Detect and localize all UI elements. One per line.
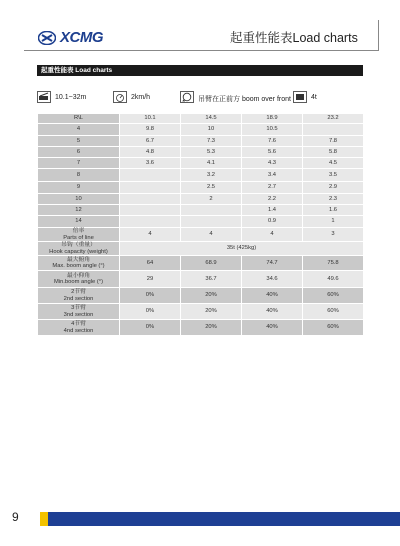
- extension-cell: 0%: [120, 320, 181, 336]
- hook-capacity-label-cn: 吊钩（重量）: [61, 242, 96, 248]
- hook-capacity-row: [38, 242, 364, 256]
- angle-cell: 34.6: [242, 271, 303, 288]
- load-cell: 5.3: [181, 147, 242, 158]
- table-row: [38, 124, 364, 136]
- load-cell: 10: [181, 124, 242, 136]
- header-cell: 10.1: [120, 114, 181, 124]
- header-cell: 14.5: [181, 114, 242, 124]
- header-divider: [24, 50, 378, 51]
- speed-text: 2km/h: [131, 94, 151, 101]
- load-cell: 5.6: [242, 147, 303, 158]
- load-cell: [181, 216, 242, 228]
- load-cell: 2: [181, 194, 242, 205]
- section-2-label-en: 2nd section: [63, 295, 94, 302]
- radius-cell: 8: [38, 169, 120, 182]
- min-angle-label-en: Min.boom angle (°): [53, 279, 104, 285]
- page-header: [0, 0, 400, 52]
- extension-cell: 40%: [242, 320, 303, 336]
- load-cell: 9.8: [120, 124, 181, 136]
- angle-cell: 36.7: [181, 271, 242, 288]
- extension-cell: 20%: [181, 288, 242, 304]
- extension-cell: 60%: [303, 288, 364, 304]
- max-angle-label-cn: 最大俯角: [66, 256, 91, 263]
- load-cell: 2.9: [303, 182, 364, 194]
- load-cell: 5.8: [303, 147, 364, 158]
- header-cell: 23.2: [303, 114, 364, 124]
- spec-row: [37, 88, 363, 108]
- radius-cell: 10: [38, 194, 120, 205]
- max-angle-row: [38, 256, 364, 271]
- load-cell: [120, 216, 181, 228]
- section-4-label-cn: 4节臂: [71, 321, 86, 327]
- min-angle-label: [38, 271, 120, 288]
- extension-cell: 0%: [120, 304, 181, 320]
- counterweight-icon: [293, 91, 307, 103]
- page-title: 起重性能表Load charts: [230, 31, 358, 45]
- page-number: 9: [12, 510, 19, 524]
- load-cell: [120, 205, 181, 216]
- boom-length-text: 10.1~32m: [55, 94, 87, 101]
- load-cell: 1.4: [242, 205, 303, 216]
- table-row: [38, 205, 364, 216]
- section-3-label: [38, 304, 120, 320]
- footer-accent-bar: [40, 512, 48, 526]
- section-2-label: [38, 288, 120, 304]
- extension-cell: 60%: [303, 304, 364, 320]
- parts-of-line-label: [38, 228, 120, 242]
- crane-boom-icon: [37, 91, 51, 103]
- extension-cell: 60%: [303, 320, 364, 336]
- load-cell: 2.7: [242, 182, 303, 194]
- table-row: [38, 158, 364, 169]
- radius-cell: 6: [38, 147, 120, 158]
- brand-logo-text: XCMG: [60, 29, 103, 46]
- section-4-row: [38, 320, 364, 336]
- angle-cell: 49.6: [303, 271, 364, 288]
- load-cell: [120, 182, 181, 194]
- max-angle-label-en: Max. boom angle (°): [52, 263, 105, 269]
- angle-cell: 68.9: [181, 256, 242, 271]
- load-cell: 2.2: [242, 194, 303, 205]
- table-row: [38, 216, 364, 228]
- angle-cell: 29: [120, 271, 181, 288]
- load-cell: [120, 194, 181, 205]
- load-cell: 1.6: [303, 205, 364, 216]
- load-cell: 4.1: [181, 158, 242, 169]
- load-cell: [120, 169, 181, 182]
- radius-cell: 7: [38, 158, 120, 169]
- section-3-label-en: 3nd section: [63, 311, 94, 318]
- section-title-bar: [37, 65, 363, 76]
- load-chart-table: [37, 113, 364, 336]
- header-cell: 18.9: [242, 114, 303, 124]
- table-row: [38, 136, 364, 147]
- load-cell: 10.5: [242, 124, 303, 136]
- parts-of-line-label-cn: 倍率: [72, 228, 85, 234]
- section-3-row: [38, 304, 364, 320]
- hook-capacity-value: 35t (425kg): [120, 242, 364, 256]
- extension-cell: 0%: [120, 288, 181, 304]
- load-cell: 3.4: [242, 169, 303, 182]
- section-4-label-en: 4nd section: [63, 327, 94, 334]
- extension-cell: 40%: [242, 304, 303, 320]
- extension-cell: 20%: [181, 320, 242, 336]
- radius-cell: 9: [38, 182, 120, 194]
- load-cell: 3.5: [303, 169, 364, 182]
- parts-cell: 3: [303, 228, 364, 242]
- max-angle-label: [38, 256, 120, 271]
- parts-cell: 4: [181, 228, 242, 242]
- table-row: [38, 147, 364, 158]
- speed-gauge-icon: [113, 91, 127, 103]
- load-cell: 0.9: [242, 216, 303, 228]
- radius-cell: 4: [38, 124, 120, 136]
- parts-cell: 4: [120, 228, 181, 242]
- load-cell: 4.8: [120, 147, 181, 158]
- min-angle-row: [38, 271, 364, 288]
- load-cell: 4.3: [242, 158, 303, 169]
- table-row: [38, 169, 364, 182]
- radius-cell: 12: [38, 205, 120, 216]
- load-cell: 2.5: [181, 182, 242, 194]
- angle-cell: 75.8: [303, 256, 364, 271]
- section-4-label: [38, 320, 120, 336]
- load-cell: 7.6: [242, 136, 303, 147]
- table-row: [38, 194, 364, 205]
- load-cell: 7.8: [303, 136, 364, 147]
- section-2-label-cn: 2节臂: [71, 289, 86, 295]
- angle-cell: 64: [120, 256, 181, 271]
- parts-of-line-label-en: Parts of line: [63, 234, 94, 241]
- parts-cell: 4: [242, 228, 303, 242]
- load-cell: 1: [303, 216, 364, 228]
- table-row: [38, 182, 364, 194]
- load-cell: 6.7: [120, 136, 181, 147]
- parts-of-line-row: [38, 228, 364, 242]
- load-cell: 3.6: [120, 158, 181, 169]
- hook-capacity-label: [38, 242, 120, 256]
- load-cell: [181, 205, 242, 216]
- counterweight-text: 4t: [311, 94, 317, 101]
- section-3-label-cn: 3节臂: [71, 305, 86, 311]
- hook-capacity-label-en: Hook capacity (weight): [49, 248, 108, 255]
- radius-cell: 14: [38, 216, 120, 228]
- load-cell: [303, 124, 364, 136]
- load-cell: 7.3: [181, 136, 242, 147]
- extension-cell: 40%: [242, 288, 303, 304]
- boom-position-text: 吊臂在正前方 boom over front: [198, 96, 291, 103]
- load-cell: 4.5: [303, 158, 364, 169]
- xcmg-logo-icon: [38, 31, 56, 45]
- load-cell: 3.2: [181, 169, 242, 182]
- header-cell: R\L: [38, 114, 120, 124]
- rotation-icon: [180, 91, 194, 103]
- table-header-row: [38, 114, 364, 124]
- radius-cell: 5: [38, 136, 120, 147]
- section-title: 起重性能表 Load charts: [41, 67, 113, 74]
- angle-cell: 74.7: [242, 256, 303, 271]
- footer-brand-bar: [48, 512, 400, 526]
- header-vertical-divider: [378, 20, 379, 51]
- extension-cell: 20%: [181, 304, 242, 320]
- section-2-row: [38, 288, 364, 304]
- min-angle-label-cn: 最小仰角: [66, 272, 91, 279]
- load-cell: 2.3: [303, 194, 364, 205]
